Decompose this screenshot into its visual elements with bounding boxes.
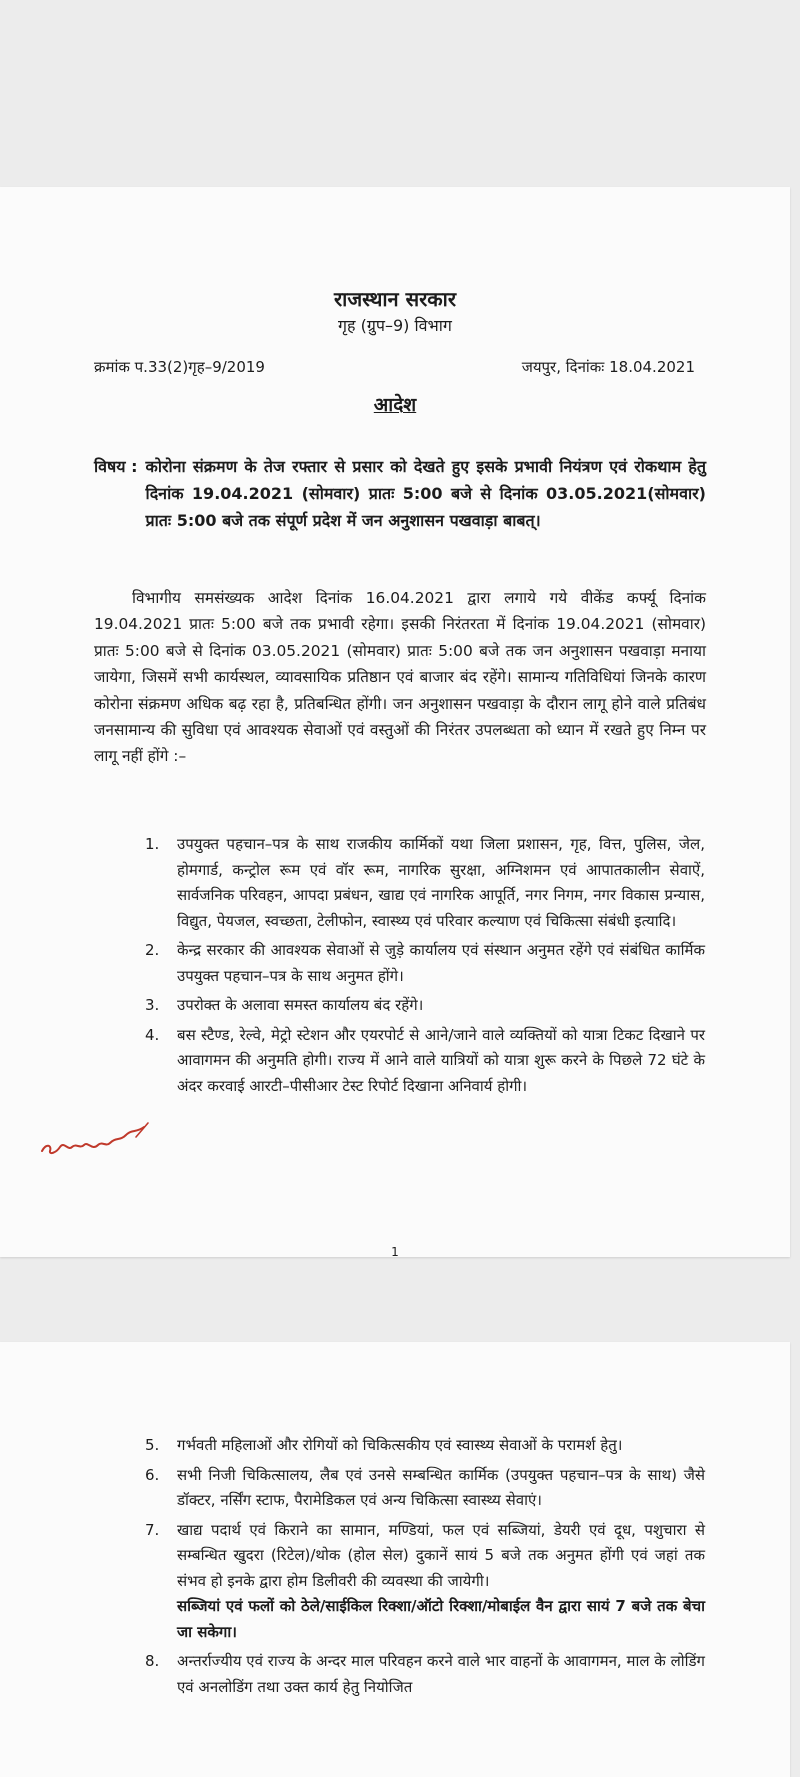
subject-label: विषय : [94, 457, 138, 476]
item-text: गर्भवती महिलाओं और रोगियों को चिकित्सकीय एवं स्वास्थ्य सेवाओं के परामर्श हेतु। [177, 1436, 623, 1454]
department-heading: गृह (ग्रुप–9) विभाग [338, 316, 452, 335]
item-number: 8. [145, 1652, 160, 1670]
page-number: 1 [391, 1245, 399, 1259]
list-item [145, 993, 705, 1019]
item-text: खाद्य पदार्थ एवं किराने का सामान, मण्डियां, फल एवं सब्जियां, डेयरी एवं दूध, पशुचारा से सम्बन्धित खुदरा (रिटेल)/थोक (होल सेल) दुकानें सायं 5 बजे तक अनुमत होंगी एवं जहां तक संभव हो इनके द्वारा होम डिलीवरी की व्यवस्था की जायेगी। [177, 1520, 705, 1590]
item-number: 6. [145, 1465, 160, 1484]
item-text: केन्द्र सरकार की आवश्यक सेवाओं से जुड़े कार्यालय एवं संस्थान अनुमत रहेंगे एवं संबंधित कार्मिक उपयुक्त पहचान–पत्र के साथ अनुमत होंगे। [177, 941, 705, 985]
exemption-list [145, 832, 705, 1103]
item-text: उपयुक्त पहचान–पत्र के साथ राजकीय कार्मिकों यथा जिला प्रशासन, गृह, वित्त, पुलिस, जेल, होमगार्ड, कन्ट्रोल रूम एवं वॉर रूम, नागरिक सुरक्षा, अग्निशमन एवं आपातकालीन सेवाऐं, सार्वजनिक परिवहन, आपदा प्रबंधन, खाद्य एवं नागरिक आपूर्ति, नगर निगम, नगर विकास प्रन्यास, विद्युत, पेयजल, स्वच्छता, टेलीफोन, स्वास्थ्य एवं परिवार कल्याण एवं चिकित्सा संबंधी इत्यादि। [177, 835, 705, 930]
order-title: आदेश [373, 394, 417, 416]
list-item [145, 1433, 705, 1459]
item-number: 1. [145, 835, 160, 853]
body-paragraph: विभागीय समसंख्यक आदेश दिनांक 16.04.2021 द्वारा लगाये गये वीकेंड कर्फ्यू दिनांक 19.04.2021 प्रातः 5:00 बजे तक प्रभावी रहेगा। इसकी निरंतरता में दिनांक 19.04.2021 (सोमवार) प्रातः 5:00 बजे से दिनांक 03.05.2021 (सोमवार) प्रातः 5:00 बजे तक जन अनुशासन पखवाड़ा मनाया जायेगा, जिसमें सभी कार्यस्थल, व्यावसायिक प्रतिष्ठान एवं बाजार बंद रहेंगे। सामान्य गतिविधियां जिनके कारण कोरोना संक्रमण अधिक बढ़ रहा है, प्रतिबन्धित होंगी। जन अनुशासन पखवाड़ा के दौरान लागू होने वाले प्रतिबंध जनसामान्य की सुविधा एवं आवश्यक सेवाओं एवं वस्तुओं की निरंतर उपलब्धता को ध्यान में रखते हुए निम्न पर लागू नहीं होंगे :– [94, 589, 706, 766]
item-text: सभी निजी चिकित्सालय, लैब एवं उनसे सम्बन्धित कार्मिक (उपयुक्त पहचान–पत्र के साथ) जैसे डॉक्टर, नर्सिंग स्टाफ, पैरामेडिकल एवं अन्य चिकित्सा स्वास्थ्य सेवाएं। [177, 1465, 705, 1509]
list-item [145, 1649, 705, 1700]
organization-heading: राजस्थान सरकार [333, 287, 457, 311]
subject-text: कोरोना संक्रमण के तेज रफ्तार से प्रसार को देखते हुए इसके प्रभावी नियंत्रण एवं रोकथाम हेतु दिनांक 19.04.2021 (सोमवार) प्रातः 5:00 बजे से दिनांक 03.05.2021(सोमवार) प्रातः 5:00 बजे तक संपूर्ण प्रदेश में जन अनुशासन पखवाड़ा बाबत्। [145, 457, 706, 530]
document-page-1 [0, 187, 790, 1257]
list-item [145, 1023, 705, 1100]
list-item [145, 832, 705, 934]
subject-block [94, 453, 706, 534]
item-number: 7. [145, 1520, 160, 1539]
item-text: उपरोक्त के अलावा समस्त कार्यालय बंद रहेंगे। [177, 996, 424, 1014]
item-text: अन्तर्राज्यीय एवं राज्य के अन्दर माल परिवहन करने वाले भार वाहनों के आवागमन, माल के लोडिंग एवं अनलोडिंग तथा उक्त कार्य हेतु नियोजित [177, 1652, 705, 1696]
item-number: 5. [145, 1436, 160, 1454]
signature-stroke [42, 1127, 144, 1153]
item-number: 4. [145, 1025, 160, 1044]
list-item [145, 1518, 705, 1646]
item-text: बस स्टैण्ड, रेल्वे, मेट्रो स्टेशन और एयरपोर्ट से आने/जाने वाले व्यक्तियों को यात्रा टिकट दिखाने पर आवागमन की अनुमति होगी। राज्य में आने वाले यात्रियों को यात्रा शुरू करने के पिछले 72 घंटे के अंदर करवाई आरटी–पीसीआर टेस्ट रिपोर्ट दिखाना अनिवार्य होगी। [177, 1025, 705, 1095]
reference-number: क्रमांक प.33(2)गृह–9/2019 [94, 358, 265, 376]
item-number: 2. [145, 941, 160, 959]
date-line: जयपुर, दिनांकः 18.04.2021 [521, 358, 695, 376]
handwritten-signature [36, 1117, 166, 1167]
list-item [145, 938, 705, 989]
document-page-2 [0, 1342, 790, 1777]
item-number: 3. [145, 996, 160, 1014]
item-text-block [177, 1518, 705, 1646]
exemption-list-continued [145, 1433, 705, 1704]
list-item [145, 1463, 705, 1514]
item-note: सब्जियां एवं फलों को ठेले/साईकिल रिक्शा/ऑटो रिक्शा/मोबाईल वैन द्वारा सायं 7 बजे तक बेचा जा सकेगा। [177, 1597, 705, 1641]
